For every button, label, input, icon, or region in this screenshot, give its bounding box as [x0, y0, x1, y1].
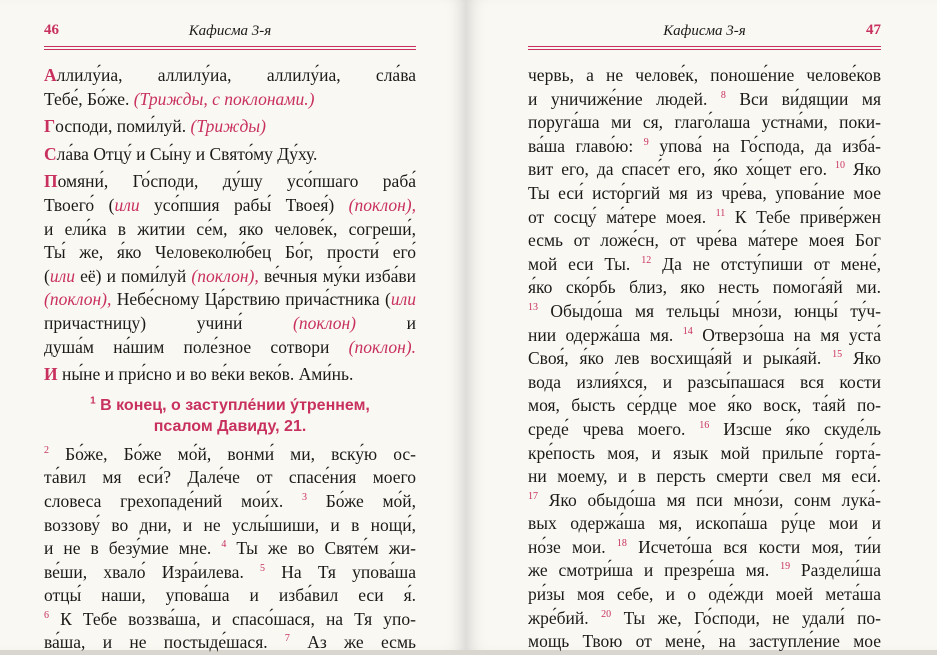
rubric: (Трижды) — [190, 116, 266, 137]
text-line — [44, 336, 416, 360]
verse-number: 2 — [44, 444, 49, 456]
verse-number: 5 — [260, 562, 266, 574]
text-line — [44, 363, 416, 387]
text-span: К Тебе приве́ржен — [734, 206, 882, 227]
text-line — [44, 537, 416, 561]
text-line — [528, 347, 881, 371]
text-span: но́зе мои. — [528, 536, 606, 557]
text-span: ва́ша главо́ю: — [528, 135, 634, 156]
text-span: Ты же, Го́споди, не удали́ по- — [623, 607, 882, 628]
text-line — [44, 490, 416, 514]
verse-number: 17 — [528, 490, 538, 502]
text-span: На Тя упова́ша — [281, 561, 417, 582]
text-line — [44, 631, 416, 655]
rubric: (поклон), — [191, 265, 259, 286]
text-line — [44, 443, 416, 467]
text-line: я́ко ско́рбь близ, яко несть помога́яй ми. — [528, 277, 881, 298]
running-head-title: Кафисма 3-я — [663, 22, 746, 39]
text-line — [528, 135, 881, 159]
text-line — [44, 170, 416, 194]
red-initial: И — [44, 364, 58, 385]
psalm-text — [528, 64, 881, 654]
text-span: и уничиже́ние людей. — [528, 88, 708, 109]
running-head — [528, 8, 881, 46]
text-line — [44, 115, 416, 139]
text-span: Исчето́ша вся кости моя, ти́и — [638, 536, 881, 557]
red-initial: С — [44, 143, 57, 164]
red-initial: Г — [44, 116, 56, 137]
text-line — [528, 489, 881, 513]
verse-number: 12 — [641, 254, 652, 266]
rubric: или — [49, 265, 75, 286]
text-span: Яко — [852, 348, 882, 369]
verse-number: 10 — [834, 160, 845, 172]
text-line — [528, 607, 881, 631]
text-span: Яко — [852, 159, 881, 180]
header-rule — [44, 46, 416, 50]
verse-number: 19 — [780, 561, 791, 573]
text-span: её) и поми́луй — [74, 265, 187, 286]
text-span: ла́ва Отцу́ и Сы́ну и Свято́му Ду́ху. — [56, 143, 318, 164]
text-span: Изсше я́ко скуде́ль — [723, 418, 882, 439]
text-span: ллилу́иа, аллилу́иа, аллилу́иа, сла́ва — [56, 65, 416, 85]
text-span: Бо́же, Бо́же мо́й, вонми́ ми, вску́ю ос- — [65, 443, 416, 464]
red-initial: П — [44, 171, 58, 192]
rubric: (поклон), — [348, 194, 417, 215]
text-span: нии одержа́ша мя. — [528, 324, 674, 345]
verse-number: 4 — [221, 539, 227, 551]
text-line — [44, 64, 416, 88]
text-line: кре́пость моя, и язык мой прильпе́ горта́- — [528, 442, 881, 463]
text-span: К Тебе воззва́ша, и спасо́шася, на Тя упо- — [60, 608, 416, 629]
text-line: отцы́ наши, упова́ша и изба́вил еси я́. — [44, 585, 416, 606]
text-line: моя, бысть се́рдце мое я́ко воск, та́яй по- — [528, 395, 881, 416]
text-span: от сосцу́ ма́тере моея. — [528, 206, 707, 227]
text-span: Вси ви́дящии мя — [739, 88, 881, 109]
text-span: же смотри́ша и презре́ша мя. — [528, 560, 770, 581]
text-line — [44, 194, 416, 218]
text-span: и не в безу́мие мне. — [44, 538, 212, 559]
text-span: ( — [44, 265, 50, 286]
verse-number: 14 — [682, 325, 693, 337]
text-span: Да не отсту́пиши от мене́, — [662, 253, 882, 274]
verse-number: 7 — [284, 633, 290, 645]
text-line: ри́зы моя себе, и о оде́жди моей мета́ша — [528, 584, 881, 605]
text-line — [44, 608, 416, 632]
text-span: и — [406, 312, 416, 333]
text-line: и ели́ка в житии се́м, яко челове́к, согреши́, — [44, 218, 416, 239]
text-span: Своя́, я́ко лев восхища́яй и рыка́яй. — [528, 348, 822, 369]
heading-line: псалом Давиду, 21. — [153, 417, 307, 435]
text-line — [528, 536, 881, 560]
text-line — [528, 418, 881, 442]
prayer-text — [44, 64, 416, 387]
text-span: осподи, поми́луй. — [55, 116, 187, 137]
right-page — [466, 0, 937, 650]
text-line — [528, 324, 881, 348]
text-line: ни моему, и в персть смерти свел мя еси́. — [528, 466, 881, 487]
text-span: ва́ша, и не постыде́шася. — [44, 632, 268, 653]
left-page — [0, 0, 466, 653]
text-span: усо́пшия рабы́ Твоея́) — [139, 194, 335, 215]
verse-number: 16 — [699, 420, 710, 432]
psalm-heading — [44, 395, 416, 437]
text-span: Бо́же мо́й, — [325, 490, 417, 511]
running-head — [44, 8, 416, 46]
text-line: есмь от ложе́сн, от чре́ва ма́тере моея Бог — [528, 230, 881, 251]
verse-number: 6 — [44, 610, 49, 622]
text-line — [528, 88, 881, 112]
verse-number: 8 — [720, 89, 726, 101]
text-line — [528, 158, 881, 182]
text-span: омяни́, Го́споди, ду́шу усо́пшаго раба́ — [57, 171, 416, 192]
heading-line: В конец, о заступле́нии у́треннем, — [100, 396, 370, 414]
verse-number: 9 — [643, 136, 649, 148]
text-line — [528, 253, 881, 277]
text-line: воззову́ во дни, и не услы́шиши, и в нощи́, — [44, 514, 416, 535]
text-line — [44, 288, 416, 312]
text-span: причастницу) учини́ — [44, 312, 243, 333]
verse-number: 13 — [528, 302, 538, 314]
text-line — [528, 300, 881, 324]
text-span: ве́чныя му́ки изба́ви — [263, 265, 416, 286]
text-line: мощь Твою от мене́, на заступле́ние мое — [528, 631, 881, 652]
verse-number: 15 — [832, 349, 843, 361]
verse-number: 20 — [601, 608, 612, 620]
text-span: словеса грехопаде́ний мои́х. — [44, 490, 284, 511]
text-line: Ты́ же, я́ко Человеколю́бец Бо́г, прости́ его́ — [44, 242, 416, 263]
text-line — [44, 265, 416, 289]
page-number: 46 — [44, 22, 59, 38]
text-span: жре́бий. — [528, 607, 589, 628]
text-span: Твоего́ ( — [44, 194, 115, 215]
text-span: Тебе́, Бо́же. — [44, 88, 130, 109]
text-span: Раздели́ша — [800, 560, 882, 581]
text-span: Ты же во Святе́м жи- — [236, 538, 417, 559]
text-line — [528, 206, 881, 230]
red-initial: А — [44, 65, 57, 85]
text-span: душа́м на́шим поле́зное сотвори — [44, 336, 330, 357]
rubric: (Трижды, с поклонами.) — [133, 88, 315, 109]
text-span: среде́ чрева моего. — [528, 418, 686, 439]
text-line: вода излия́хся, и разсы́пашася вся кости — [528, 371, 881, 392]
text-span: Аз же есмь — [307, 632, 417, 653]
text-span: Обыдо́ша мя тельцы́ мно́зи, юнцы́ ту́ч- — [550, 300, 881, 321]
text-line: Ты еси́ исто́ргий мя из чре́ва, упова́ние мое — [528, 182, 881, 203]
text-line: червь, а не челове́к, поноше́ние челове́ков — [528, 65, 881, 85]
text-line — [44, 143, 416, 167]
text-span: мой еси Ты. — [528, 253, 631, 274]
text-span: упова́ на Го́спода, да изба́- — [659, 135, 882, 156]
text-span: вит его, да спасе́т его, я́ко хо́щет его. — [528, 159, 828, 180]
verse-number: 18 — [616, 538, 627, 550]
text-line — [44, 88, 416, 112]
header-rule — [528, 46, 881, 50]
running-head-title: Кафисма 3-я — [188, 22, 272, 39]
verse-number: 11 — [715, 207, 726, 219]
rubric: (поклон). — [348, 336, 417, 357]
psalm-text — [44, 443, 416, 655]
text-line: поруга́ша ми ся, глаго́лаша устна́ми, поки- — [528, 112, 881, 133]
text-span: ны́не и при́сно и во ве́ки веко́в. Ами́нь. — [57, 364, 354, 385]
text-span: Яко обыдо́ша мя пси мно́зи, сонм лука́- — [548, 489, 881, 510]
rubric: (поклон) — [293, 312, 356, 333]
rubric: (поклон), — [44, 289, 112, 310]
verse-number: 3 — [302, 492, 308, 504]
text-line — [44, 312, 416, 336]
text-line — [528, 559, 881, 583]
text-line — [44, 561, 416, 585]
text-span: ве́ши, хвало́ Изра́илева. — [44, 561, 244, 582]
text-span: Небе́сному Ца́рствию прича́стника ( — [116, 289, 391, 310]
page-number: 47 — [866, 22, 881, 38]
rubric: или — [390, 289, 416, 310]
text-line: вых одержа́ша мя, ископа́ша ру́це мои и — [528, 513, 881, 534]
text-line: та́вил мя еси́? Дале́че от спасе́ния моего — [44, 467, 416, 488]
verse-number: 1 — [90, 395, 96, 407]
text-span: Отверзо́ша на мя уста́ — [702, 324, 882, 345]
rubric: или — [114, 194, 140, 215]
